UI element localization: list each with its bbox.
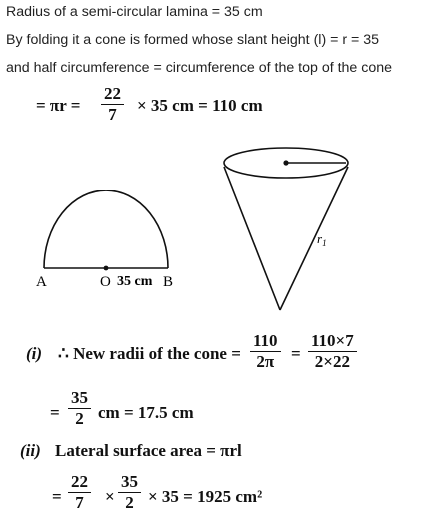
label-b: B	[163, 274, 174, 290]
fraction-35-2	[68, 388, 91, 429]
fraction-numerator: 22	[104, 84, 121, 103]
fraction-35-2-b	[118, 472, 141, 513]
text-line-1: Radius of a semi-circular lamina = 35 cm	[6, 4, 263, 20]
fraction-110x7-2x22	[308, 331, 357, 372]
label-o: O	[100, 274, 111, 290]
fraction-22-7	[101, 84, 124, 125]
radius-label: 35 cm	[117, 274, 153, 289]
fraction-numerator: 35	[71, 388, 88, 407]
text-line-3: and half circumference = circumference of the top of the cone	[6, 60, 393, 76]
fraction-110-2pi	[250, 331, 281, 372]
fraction-22-7-b	[68, 472, 91, 513]
fraction-numerator: 35	[121, 472, 138, 491]
fraction-denominator: 2×22	[314, 352, 350, 371]
slant-label-r: r	[317, 231, 323, 246]
part-ii-result-lhs: =	[52, 487, 62, 506]
cone-top-center	[283, 160, 288, 165]
fraction-denominator: 7	[75, 493, 84, 512]
fraction-numerator: 110×7	[311, 331, 354, 350]
part-i-marker: (i)	[26, 344, 43, 363]
slant-label	[317, 231, 327, 248]
fraction-numerator: 22	[71, 472, 88, 491]
cone-right-side	[280, 167, 348, 310]
part-i-equals: =	[291, 344, 301, 363]
fraction-denominator: 2π	[256, 352, 275, 371]
part-i-text: ∴ New radii of the cone =	[58, 344, 241, 363]
equation-rhs: × 35 cm = 110 cm	[137, 96, 263, 115]
label-a: A	[36, 274, 47, 290]
part-ii-marker: (ii)	[20, 441, 41, 460]
fraction-denominator: 7	[108, 105, 117, 124]
cone-left-side	[224, 167, 280, 310]
cone-diagram	[210, 145, 380, 320]
fraction-denominator: 2	[75, 409, 84, 428]
fraction-denominator: 2	[125, 493, 134, 512]
part-i-result-lhs: =	[50, 403, 60, 422]
semicircle-diagram	[0, 190, 220, 300]
fraction-numerator: 110	[253, 331, 278, 350]
part-ii-result-rhs: × 35 = 1925 cm²	[148, 487, 263, 506]
part-ii-text: Lateral surface area = πrl	[55, 441, 242, 460]
slant-label-subscript: 1	[322, 238, 327, 248]
semicircle-arc	[44, 190, 168, 268]
text-line-2: By folding it a cone is formed whose slant height (l) = r = 35	[6, 32, 380, 48]
part-ii-times: ×	[105, 487, 115, 506]
center-point	[104, 266, 109, 271]
part-i-result-rhs: cm = 17.5 cm	[98, 403, 194, 422]
equation-lhs: = πr =	[36, 96, 81, 115]
